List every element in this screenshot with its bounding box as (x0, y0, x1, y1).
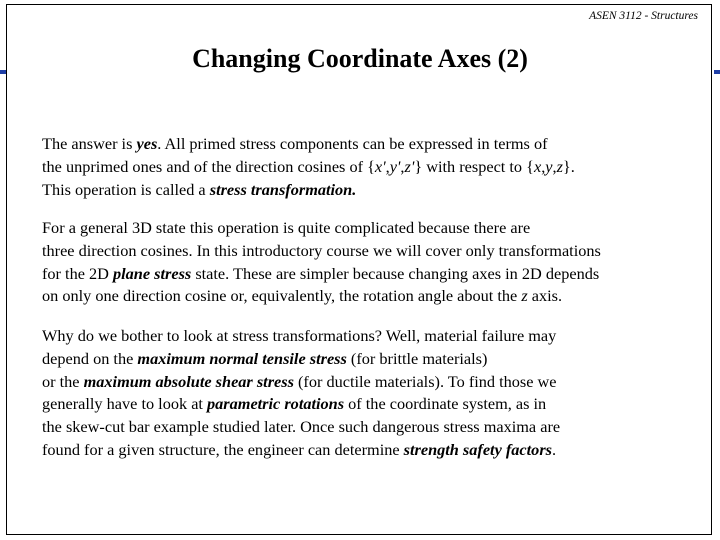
text-run: for the 2D (42, 263, 113, 283)
text-run: , (541, 156, 546, 176)
text-run: generally have to look at (42, 394, 208, 414)
paragraph-answer (42, 133, 702, 201)
text-line (42, 371, 702, 394)
text-run: the unprimed ones and of the direction cosines of { (42, 156, 375, 176)
text-run: . All primed stress components can be expressed in terms of (157, 134, 548, 153)
text-run: , (400, 156, 405, 176)
text-run: The answer is (42, 134, 137, 153)
text-run: , (552, 156, 557, 176)
text-run: . (552, 439, 557, 459)
math-symbol: z' (404, 156, 415, 176)
text-run: of the coordinate system, as in (344, 394, 547, 414)
page-title: Changing Coordinate Axes (2) (192, 44, 528, 73)
text-run: This operation is called a (42, 179, 210, 199)
emphasis-term: parametric rotations (207, 394, 345, 414)
math-symbol: y (545, 156, 553, 176)
emphasis-term: maximum normal tensile stress (137, 348, 347, 368)
text-run: (for ductile materials). To find those we (293, 371, 557, 391)
math-symbol: z (521, 286, 528, 306)
text-line (42, 285, 702, 308)
text-run: }. (562, 156, 575, 176)
text-line (42, 439, 702, 462)
text-line (42, 240, 702, 263)
math-symbol: y' (389, 156, 401, 176)
text-run: found for a given structure, the engineer can determine (42, 439, 404, 459)
text-run: on only one direction cosine or, equivalently, the rotation angle about the (42, 286, 522, 306)
text-line (42, 156, 702, 179)
text-line (42, 263, 702, 286)
text-line (42, 325, 702, 348)
text-line (42, 179, 702, 202)
paragraph-why-transform (42, 325, 702, 462)
emphasis-term: plane stress (112, 263, 192, 283)
text-line (42, 348, 702, 371)
text-line (42, 393, 702, 416)
text-run: } with respect to { (414, 156, 534, 176)
emphasis-term: yes (136, 134, 158, 153)
text-run: or the (42, 371, 84, 391)
math-symbol: x' (374, 156, 386, 176)
emphasis-term: stress transformation. (209, 179, 357, 199)
text-run: For a general 3D state this operation is quite complicated because there are (42, 218, 531, 237)
math-symbol: x (533, 156, 542, 176)
emphasis-term: strength safety factors (403, 439, 552, 459)
text-line (42, 416, 702, 439)
text-run: (for brittle materials) (346, 348, 488, 368)
text-run: axis. (527, 286, 563, 306)
text-run: three direction cosines. In this introductory course we will cover only transformations (42, 240, 601, 260)
emphasis-term: maximum absolute shear stress (83, 371, 294, 391)
text-line (42, 217, 702, 240)
text-run: , (385, 156, 390, 176)
text-line (42, 133, 702, 156)
text-run: depend on the (42, 348, 138, 368)
math-symbol: z (556, 156, 563, 176)
text-run: state. These are simpler because changing axes in 2D depends (191, 263, 600, 283)
text-run: Why do we bother to look at stress transformations? Well, material failure may (42, 326, 557, 345)
paragraph-3d-state (42, 217, 702, 308)
text-run: the skew-cut bar example studied later. Once such dangerous stress maxima are (42, 417, 561, 437)
course-header: ASEN 3112 - Structures (589, 10, 698, 22)
